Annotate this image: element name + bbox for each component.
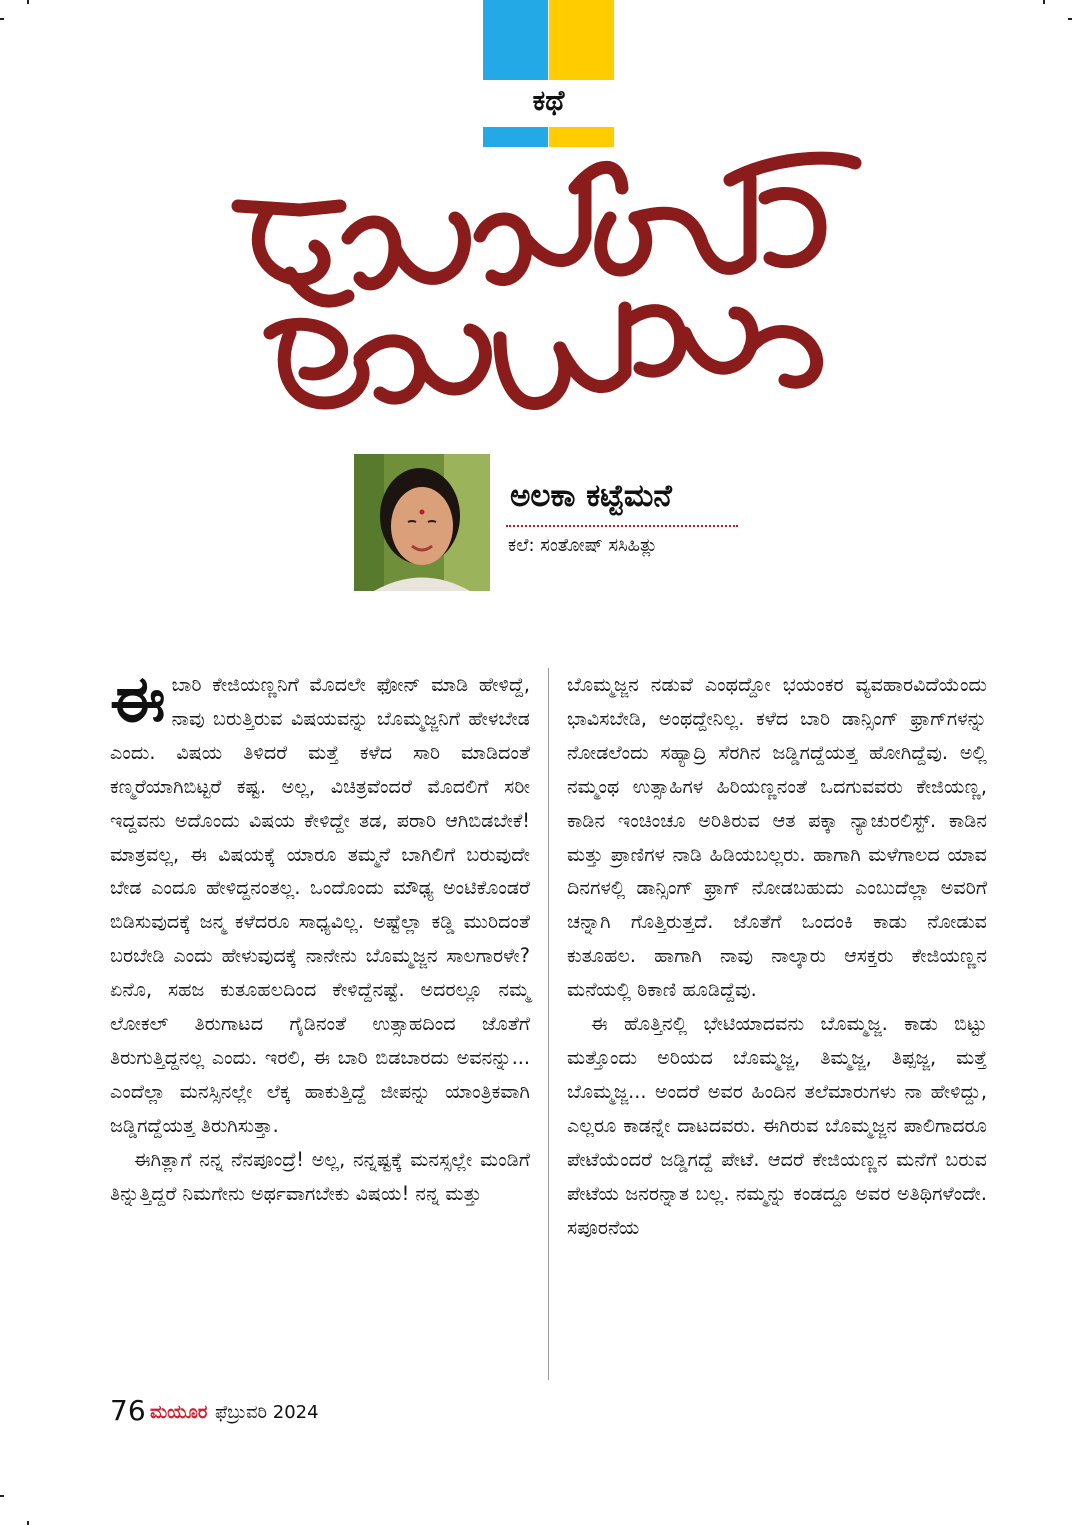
- illustration-credit: ಕಲೆ: ಸಂತೋಷ್ ಸಸಿಹಿತ್ಲು: [508, 535, 658, 556]
- author-photo: [354, 454, 490, 591]
- author-name: ಅಲಕಾ ಕಟ್ಟೆಮನೆ: [510, 478, 672, 514]
- column-divider: [548, 668, 549, 1380]
- crop-mark-top-right: [1068, 18, 1072, 20]
- issue-date: ಫೆಬ್ರುವರಿ 2024: [215, 1402, 319, 1423]
- paragraph-text: ಬಾರಿ ಕೇಜಿಯಣ್ಣನಿಗೆ ಮೊದಲೇ ಫೋನ್ ಮಾಡಿ ಹೇಳಿದ್ದೆ, ನಾವು ಬರುತ್ತಿರುವ ವಿಷಯವನ್ನು ಬೊಮ್ಮಜ್ಜನಿಗೆ ಹೇಳಬೇಡ ಎಂದು. ವಿಷಯ ತಿಳಿದರೆ ಮತ್ತೆ ಕಳೆದ ಸಾರಿ ಮಾಡಿದಂತೆ ಕಣ್ಮರೆಯಾಗಿಬಿಟ್ಟರೆ ಕಷ್ಟ. ಅಲ್ಲ, ವಿಚಿತ್ರವೆಂದರೆ ಮೊದಲಿಗೆ ಸರೀ ಇದ್ದವನು ಅದೊಂದು ವಿಷಯ ಕೇಳಿದ್ದೇ ತಡ, ಪರಾರಿ ಆಗಿಬಿಡಬೇಕೆ! ಮಾತ್ರವಲ್ಲ, ಈ ವಿಷಯಕ್ಕೆ ಯಾರೂ ತಮ್ಮನೆ ಬಾಗಿಲಿಗೆ ಬರುವುದೇ ಬೇಡ ಎಂದೂ ಹೇಳಿದ್ದನಂತಲ್ಲ. ಒಂದೊಂದು ಮೌಢ್ಯ ಅಂಟಿಕೊಂಡರೆ ಬಿಡಿಸುವುದಕ್ಕೆ ಜನ್ಮ ಕಳೆದರೂ ಸಾಧ್ಯವಿಲ್ಲ. ಅಷ್ಟೆಲ್ಲಾ ಕಡ್ಡಿ ಮುರಿದಂತೆ ಬರಬೇಡಿ ಎಂದು ಹೇಳುವುದಕ್ಕೆ ನಾನೇನು ಬೊಮ್ಮಜ್ಜನ ಸಾಲಗಾರಳೇ? ಏನೊ, ಸಹಜ ಕುತೂಹಲದಿಂದ ಕೇಳಿದ್ದೆನಷ್ಟೆ. ಅದರಲ್ಲೂ ನಮ್ಮ ಲೋಕಲ್ ತಿರುಗಾಟದ ಗೈಡಿನಂತೆ ಉತ್ಸಾಹದಿಂದ ಜೊತೆಗೆ ತಿರುಗುತ್ತಿದ್ದನಲ್ಲ ಎಂದು. ಇರಲಿ, ಈ ಬಾರಿ ಬಿಡಬಾರದು ಅವನನ್ನು... ಎಂದೆಲ್ಲಾ ಮನಸ್ಸಿನಲ್ಲೇ ಲೆಕ್ಕ ಹಾಕುತ್ತಿದ್ದೆ ಜೀಪನ್ನು ಯಾಂತ್ರಿಕವಾಗಿ ಜಡ್ಡಿಗದ್ದೆಯತ್ತ ತಿರುಗಿಸುತ್ತಾ.: [110, 673, 530, 1137]
- section-block-blue: [483, 0, 548, 80]
- paragraph: [110, 663, 530, 1143]
- title-calligraphy: [230, 118, 870, 438]
- paragraph: ಈ ಹೊತ್ತಿನಲ್ಲಿ ಭೇಟಿಯಾದವನು ಬೊಮ್ಮಜ್ಜ. ಕಾಡು ಬಿಟ್ಟು ಮತ್ತೊಂದು ಅರಿಯದ ಬೊಮ್ಮಜ್ಜ, ತಿಮ್ಮಜ್ಜ, ತಿಪ್ಪಜ್ಜ, ಮತ್ತೆ ಬೊಮ್ಮಜ್ಜ... ಅಂದರೆ ಅವರ ಹಿಂದಿನ ತಲೆಮಾರುಗಳು ನಾ ಹೇಳಿದ್ದು, ಎಲ್ಲರೂ ಕಾಡನ್ನೇ ದಾಟದವರು. ಈಗಿರುವ ಬೊಮ್ಮಜ್ಜನ ಪಾಲಿಗಾದರೂ ಪೇಟೆಯೆಂದರೆ ಜಡ್ಡಿಗದ್ದೆ ಪೇಟೆ. ಆದರೆ ಕೇಜಿಯಣ್ಣನ ಮನೆಗೆ ಬರುವ ಪೇಟೆಯ ಜನರನ್ನಾತ ಬಲ್ಲ. ನಮ್ಮನ್ನು ಕಂಡದ್ದೂ ಅವರ ಅತಿಥಿಗಳೆಂದೇ. ಸಪೂರನೆಯ: [567, 1012, 987, 1239]
- author-divider: [506, 525, 738, 527]
- section-color-blocks: [483, 0, 614, 80]
- drop-cap: ಈ: [110, 663, 166, 737]
- crop-mark-bottom-left-v: [27, 1521, 29, 1525]
- page-number: 76: [110, 1394, 146, 1427]
- magazine-logo: ಮಯೂರ: [150, 1402, 208, 1423]
- article-column-left: [110, 663, 530, 1211]
- paragraph: ಬೊಮ್ಮಜ್ಜನ ನಡುವೆ ಎಂಥದ್ದೋ ಭಯಂಕರ ವ್ಯವಹಾರವಿದೆಯೆಂದು ಭಾವಿಸಬೇಡಿ, ಅಂಥದ್ದೇನಿಲ್ಲ. ಕಳೆದ ಬಾರಿ ಡಾನ್ಸಿಂಗ್ ಫ್ರಾಗ್‌ಗಳನ್ನು ನೋಡಲೆಂದು ಸಹ್ಯಾದ್ರಿ ಸೆರಗಿನ ಜಡ್ಡಿಗದ್ದೆಯತ್ತ ಹೋಗಿದ್ದೆವು. ಅಲ್ಲಿ ನಮ್ಮಂಥ ಉತ್ಸಾಹಿಗಳ ಹಿರಿಯಣ್ಣನಂತೆ ಒದಗುವವರು ಕೇಜಿಯಣ್ಣ, ಕಾಡಿನ ಇಂಚಿಂಚೂ ಅರಿತಿರುವ ಆತ ಪಕ್ಕಾ ನ್ಯಾಚುರಲಿಸ್ಟ್. ಕಾಡಿನ ಮತ್ತು ಪ್ರಾಣಿಗಳ ನಾಡಿ ಹಿಡಿಯಬಲ್ಲರು. ಹಾಗಾಗಿ ಮಳೆಗಾಲದ ಯಾವ ದಿನಗಳಲ್ಲಿ ಡಾನ್ಸಿಂಗ್ ಫ್ರಾಗ್ ನೋಡಬಹುದು ಎಂಬುದೆಲ್ಲಾ ಅವರಿಗೆ ಚನ್ನಾಗಿ ಗೊತ್ತಿರುತ್ತದೆ. ಜೊತೆಗೆ ಒಂದಂಕಿ ಕಾಡು ನೋಡುವ ಕುತೂಹಲ. ಹಾಗಾಗಿ ನಾವು ನಾಲ್ಕಾರು ಆಸಕ್ತರು ಕೇಜಿಯಣ್ಣನ ಮನೆಯಲ್ಲಿ ಠಿಕಾಣಿ ಹೂಡಿದ್ದೆವು.: [567, 673, 987, 1002]
- crop-mark-bottom-left: [0, 1495, 4, 1497]
- paragraph: ಈಗಿತ್ಲಾಗೆ ನನ್ನ ನೆನಪೂಂದ್ರೆ! ಅಲ್ಲ, ನನ್ನಷ್ಟಕ್ಕೆ ಮನಸ್ಸಲ್ಲೇ ಮಂಡಿಗೆ ತಿನ್ನುತ್ತಿದ್ದರೆ ನಿಮಗೇನು ಅರ್ಥವಾಗಬೇಕು ವಿಷಯ! ನನ್ನ ಮತ್ತು: [110, 1147, 530, 1205]
- story-title: [0, 445, 1072, 446]
- section-block-yellow: [549, 0, 614, 80]
- crop-mark-top-right-v: [1043, 0, 1045, 4]
- article-column-right: [567, 668, 987, 1244]
- crop-mark-top-left: [0, 18, 4, 20]
- section-label: ಕಥೆ: [532, 84, 565, 117]
- crop-mark-top-left-v: [27, 0, 29, 4]
